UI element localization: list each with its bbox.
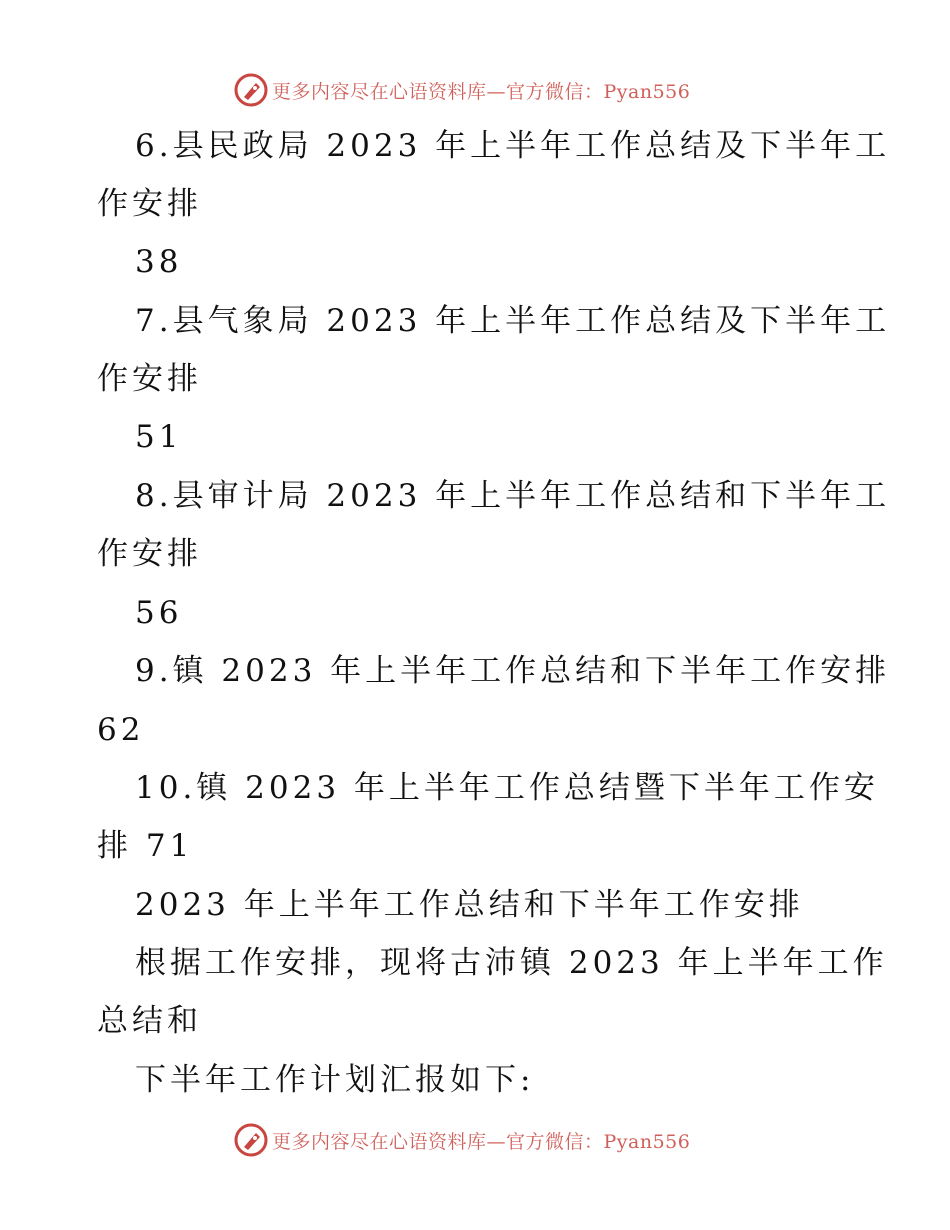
toc-entry-8: 8.县审计局 2023 年上半年工作总结和下半年工 [135, 478, 891, 514]
toc-entry-7-continued: 作安排 [97, 361, 202, 397]
toc-entry-10: 10.镇 2023 年上半年工作总结暨下半年工作安 [135, 770, 879, 806]
toc-entry-6-continued: 作安排 [97, 186, 202, 222]
paragraph-line-2: 总结和 [97, 1003, 202, 1039]
toc-entry-10-continued: 排 71 [97, 828, 194, 864]
toc-entry-9: 9.镇 2023 年上半年工作总结和下半年工作安排 [135, 653, 891, 689]
section-title: 2023 年上半年工作总结和下半年工作安排 [135, 887, 804, 923]
footer-banner [234, 1122, 690, 1158]
toc-entry-7: 7.县气象局 2023 年上半年工作总结及下半年工 [135, 303, 891, 339]
toc-entry-6: 6.县民政局 2023 年上半年工作总结及下半年工 [135, 128, 891, 164]
toc-entry-8-continued: 作安排 [97, 536, 202, 572]
paragraph-line-1: 根据工作安排，现将古沛镇 2023 年上半年工作 [135, 945, 888, 981]
toc-entry-7-page: 51 [135, 419, 183, 455]
toc-entry-8-page: 56 [135, 595, 183, 631]
pen-logo-icon [234, 1123, 268, 1157]
paragraph-line-3: 下半年工作计划汇报如下: [135, 1062, 535, 1098]
toc-entry-6-page: 38 [135, 244, 183, 280]
toc-entry-9-page: 62 [97, 712, 145, 748]
banner-text: 更多内容尽在心语资料库—官方微信：Pyan556 [272, 80, 691, 103]
banner-text: 更多内容尽在心语资料库—官方微信：Pyan556 [272, 1130, 691, 1153]
